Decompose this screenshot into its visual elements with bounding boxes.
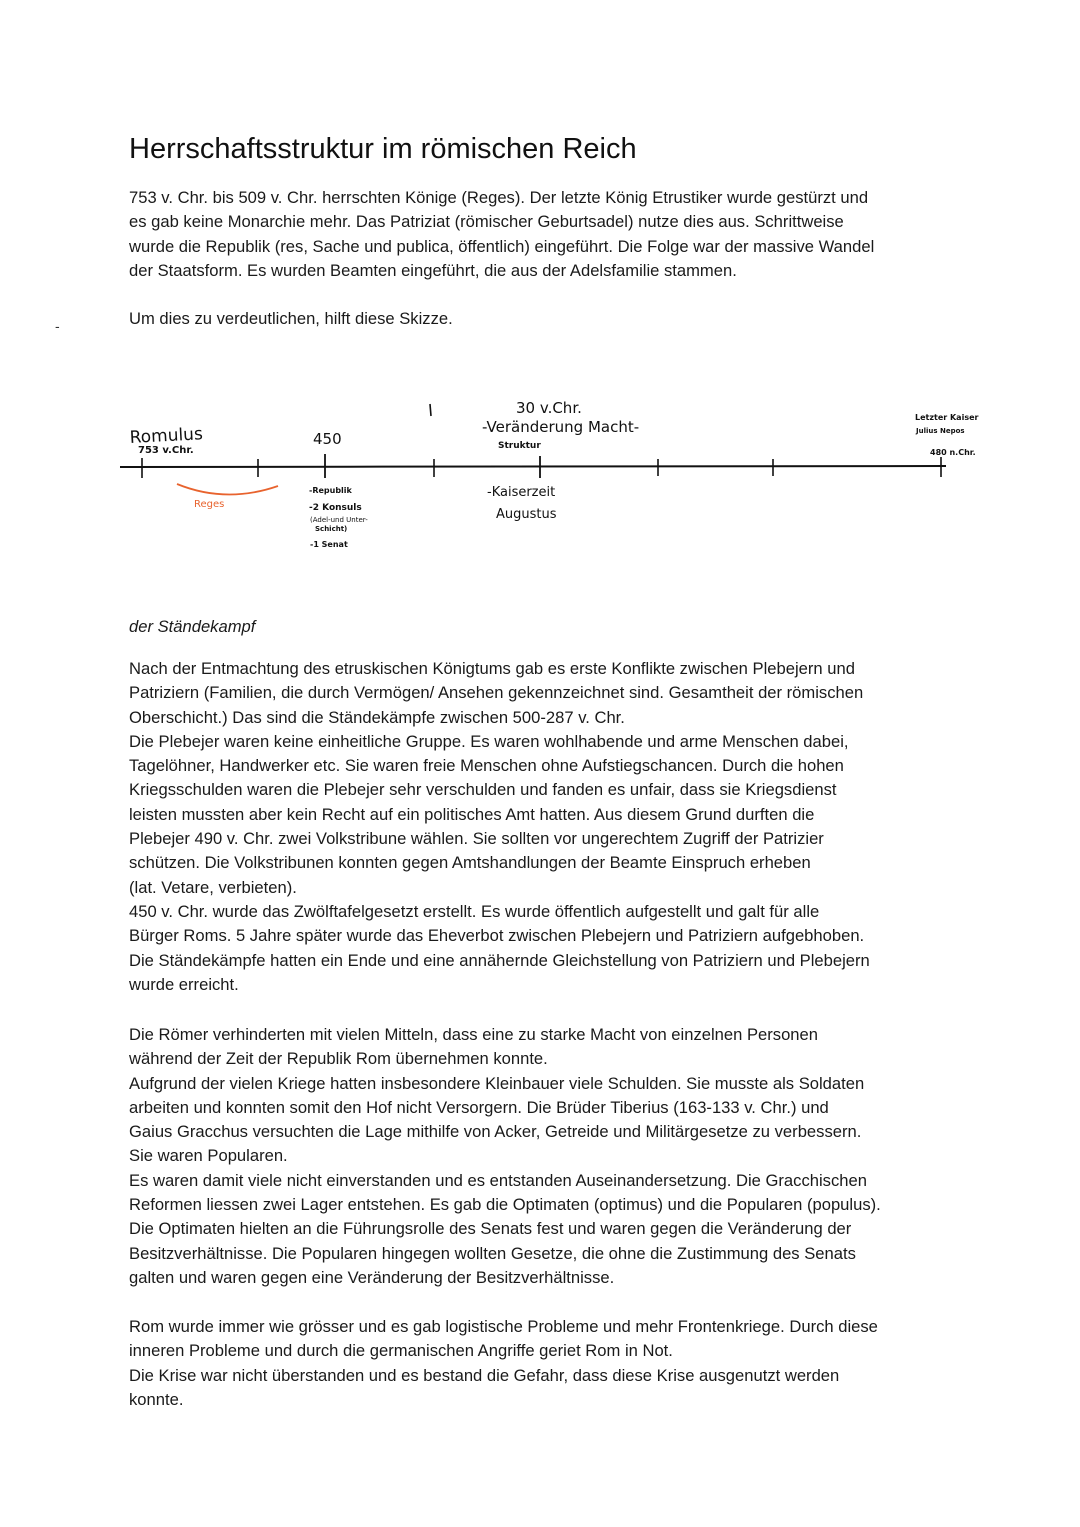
timeline-sketch: [0, 380, 1080, 570]
section3-line: galten und waren gegen eine Veränderung der Besitzverhältnisse.: [129, 1267, 615, 1287]
y450-note: -Republik: [309, 486, 352, 495]
section2-line: Kriegsschulden waren die Plebejer sehr verschulden und fanden es unfair, dass sie Kriegsdienst: [129, 780, 837, 800]
section3-paragraph: [129, 1023, 959, 1290]
y450-note: -1 Senat: [310, 540, 348, 549]
romulus-label: Romulus: [129, 424, 204, 448]
section3-line: arbeiten und konnten somit den Hof nicht Versorgern. Die Brüder Tiberius (163-133 v. Chr.) und: [129, 1097, 829, 1117]
section2-line: (lat. Vetare, verbieten).: [129, 877, 297, 897]
sketch-intro: [129, 307, 959, 331]
section3-line: Die Römer verhinderten mit vielen Mitteln, dass eine zu starke Macht von einzelnen Personen: [129, 1025, 818, 1044]
end-label: Julius Nepos: [916, 427, 965, 435]
section3-line: Die Optimaten hielten an die Führungsrolle des Senats fest und waren gegen die Veränderung der: [129, 1219, 852, 1239]
page-title: Herrschaftsstruktur im römischen Reich: [129, 133, 637, 165]
romulus-date: 753 v.Chr.: [138, 445, 194, 456]
stray-tick: [430, 404, 431, 416]
y30-note: -Kaiserzeit: [487, 485, 556, 500]
year-30-label: 30 v.Chr.: [516, 399, 582, 417]
section2-line: Tagelöhner, Handwerker etc. Sie waren freie Menschen ohne Aufstiegschancen. Durch die hohen: [129, 756, 844, 776]
section3-line: während der Zeit der Republik Rom übernehmen konnte.: [129, 1049, 548, 1069]
y450-note: (Adel-und Unter-: [310, 516, 368, 524]
section3-line: Gaius Gracchus versuchten die Lage mithilfe von Acker, Getreide und Militärgesetze zu verbessern.: [129, 1122, 862, 1142]
end-label: Letzter Kaiser: [915, 413, 979, 422]
y450-note: Schicht): [315, 525, 348, 533]
section2-line: Patriziern (Familien, die durch Vermögen/ Ansehen gekennzeichnet sind. Gesamtheit der römischen: [129, 683, 864, 703]
section4-line: inneren Probleme und durch die germanischen Angriffe geriet Rom in Not.: [129, 1341, 673, 1361]
section4-line: konnte.: [129, 1389, 184, 1409]
section4-line: Die Krise war nicht überstanden und es bestand die Gefahr, dass diese Krise ausgenutzt werden: [129, 1365, 840, 1385]
reges-arc: [177, 484, 278, 495]
sketch-intro-line: Um dies zu verdeutlichen, hilft diese Skizze.: [129, 309, 453, 328]
section4-line: Rom wurde immer wie grösser und es gab logistische Probleme und mehr Frontenkriege. Durch diese: [129, 1317, 878, 1336]
intro-line: es gab keine Monarchie mehr. Das Patriziat (römischer Geburtsadel) nutze dies aus. Schrittweise: [129, 212, 844, 232]
section3-line: Aufgrund der vielen Kriege hatten insbesondere Kleinbauer viele Schulden. Sie musste als Soldaten: [129, 1073, 865, 1093]
section3-line: Besitzverhältnisse. Die Popularen hingegen wollten Gesetze, die ohne die Zustimmung des Senats: [129, 1243, 856, 1263]
section2-line: wurde erreicht.: [129, 974, 239, 994]
section2-paragraph: [129, 657, 959, 997]
section4-paragraph: [129, 1315, 959, 1412]
section2-line: leisten mussten aber kein Recht auf ein politisches Amt hatten. Aus diesem Grund durften die: [129, 804, 815, 824]
section2-line: Oberschicht.) Das sind die Ständekämpfe zwischen 500-287 v. Chr.: [129, 707, 625, 727]
reges-label: Reges: [194, 499, 225, 510]
section2-line: Die Ständekämpfe hatten ein Ende und eine annähernde Gleichstellung von Patriziern und Plebejern: [129, 950, 870, 970]
section3-line: Es waren damit viele nicht einverstanden und es entstanden Auseinandersetzung. Die Gracchischen: [129, 1170, 867, 1190]
section3-line: Reformen liessen zwei Lager entstehen. Es gab die Optimaten (optimus) und die Popularen (populus).: [129, 1195, 881, 1215]
intro-line: 753 v. Chr. bis 509 v. Chr. herrschten Könige (Reges). Der letzte König Etrustiker wurde gestürzt und: [129, 188, 869, 207]
section2-line: schützen. Die Volkstribunen konnten gegen Amtshandlungen der Beamte Einspruch erheben: [129, 853, 811, 873]
intro-line: der Staatsform. Es wurden Beamten eingeführt, die aus der Adelsfamilie stammen.: [129, 260, 737, 280]
stray-mark: -: [55, 318, 60, 334]
section2-line: Plebejer 490 v. Chr. zwei Volkstribune wählen. Sie sollten vor ungerechtem Zugriff der Patrizier: [129, 829, 824, 849]
section-heading-staendekampf: der Ständekampf: [129, 617, 256, 636]
timeline-axis: [120, 466, 946, 467]
section2-line: Bürger Roms. 5 Jahre später wurde das Eheverbot zwischen Plebejern und Patriziern aufgebhoben.: [129, 926, 865, 946]
y30-top-note: Struktur: [498, 441, 541, 451]
section2-line: Nach der Entmachtung des etruskischen Königtums gab es erste Konflikte zwischen Plebejern und: [129, 659, 855, 678]
end-date: 480 n.Chr.: [930, 448, 976, 457]
y450-note: -2 Konsuls: [309, 503, 362, 513]
section2-line: 450 v. Chr. wurde das Zwölftafelgesetzt erstellt. Es wurde öffentlich aufgestellt und galt für alle: [129, 901, 820, 921]
intro-paragraph: [129, 186, 959, 283]
year-450-label: 450: [313, 430, 342, 448]
y30-note: Augustus: [496, 507, 557, 522]
intro-line: wurde die Republik (res, Sache und publica, öffentlich) eingeführt. Die Folge war der massive Wandel: [129, 236, 875, 256]
section2-line: Die Plebejer waren keine einheitliche Gruppe. Es waren wohlhabende und arme Menschen dabei,: [129, 731, 849, 751]
y30-top-note: -Veränderung Macht-: [482, 418, 640, 436]
section3-line: Sie waren Popularen.: [129, 1146, 288, 1166]
